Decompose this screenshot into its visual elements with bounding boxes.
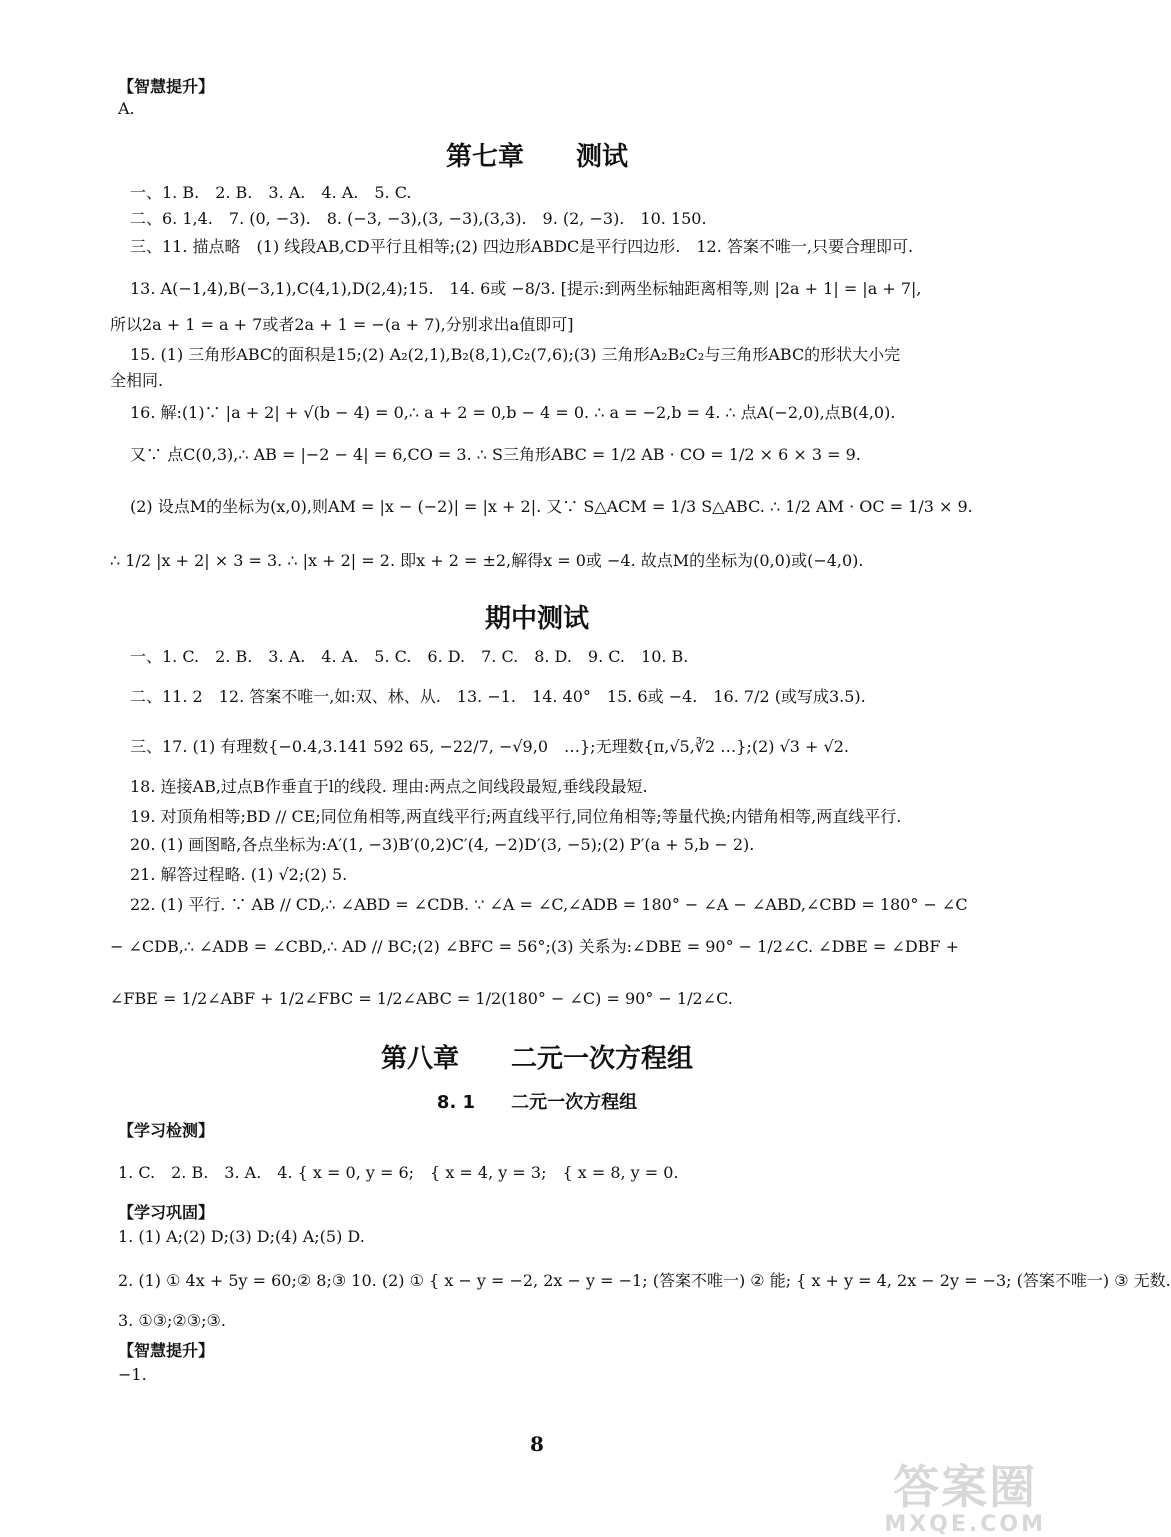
answer-line: 13. A(−1,4),B(−3,1),C(4,1),D(2,4);15. 14. 6或 −8/3. [提示:到两坐标轴距离相等,则 |2a + 1| = |a + 7|, xyxy=(130,279,922,298)
page-number: 8 xyxy=(530,1432,544,1456)
midterm-title: 期中测试 xyxy=(484,604,589,634)
answer-line: 1. (1) A;(2) D;(3) D;(4) A;(5) D. xyxy=(118,1227,365,1246)
answer-line: − ∠CDB,∴ ∠ADB = ∠CBD,∴ AD // BC;(2) ∠BFC = 56°;(3) 关系为:∠DBE = 90° − 1/2∠C. ∠DBE = ∠DBF + xyxy=(110,937,959,956)
answer-line: 一、1. C. 2. B. 3. A. 4. A. 5. C. 6. D. 7. C. 8. D. 9. C. 10. B. xyxy=(130,647,689,666)
answer-line: 全相同. xyxy=(110,371,164,390)
section-tag-wisdom: 【智慧提升】 xyxy=(118,1341,215,1360)
section-8-1-title: 8. 1 二元一次方程组 xyxy=(436,1092,638,1113)
answer-line: 所以2a + 1 = a + 7或者2a + 1 = −(a + 7),分别求出a值即可] xyxy=(110,315,574,334)
answer-line: 又∵ 点C(0,3),∴ AB = |−2 − 4| = 6,CO = 3. ∴ S三角形ABC = 1/2 AB · CO = 1/2 × 6 × 3 = 9. xyxy=(130,445,861,464)
answer-line: 2. (1) ① 4x + 5y = 60;② 8;③ 10. (2) ① { x − y = −2, 2x − y = −1; (答案不唯一) ② 能; { x + y = 4, 2x − 2y = −3; (答案不唯一) ③ 无数. xyxy=(118,1271,1171,1290)
watermark-url: MXQE.COM xyxy=(884,1512,1046,1537)
answer-line: A. xyxy=(118,99,135,118)
answer-line: 二、11. 2 12. 答案不唯一,如:双、林、从. 13. −1. 14. 40° 15. 6或 −4. 16. 7/2 (或写成3.5). xyxy=(130,687,866,706)
answer-line: 二、6. 1,4. 7. (0, −3). 8. (−3, −3),(3, −3),(3,3). 9. (2, −3). 10. 150. xyxy=(130,209,707,228)
section-tag-wisdom: 【智慧提升】 xyxy=(118,77,215,96)
chapter8-title: 第八章 二元一次方程组 xyxy=(380,1044,693,1074)
watermark-logo xyxy=(884,1462,1046,1537)
answer-line: 22. (1) 平行. ∵ AB // CD,∴ ∠ABD = ∠CDB. ∵ ∠A = ∠C,∠ADB = 180° − ∠A − ∠ABD,∠CBD = 180° − ∠C xyxy=(130,895,968,914)
section-tag-check: 【学习检测】 xyxy=(118,1121,215,1140)
answer-line: 21. 解答过程略. (1) √2;(2) 5. xyxy=(130,865,348,884)
answer-line: 3. ①③;②③;③. xyxy=(118,1311,226,1330)
answer-line: 18. 连接AB,过点B作垂直于l的线段. 理由:两点之间线段最短,垂线段最短. xyxy=(130,777,648,796)
answer-line: −1. xyxy=(118,1365,147,1384)
answer-line: 19. 对顶角相等;BD // CE;同位角相等,两直线平行;两直线平行,同位角相等;等量代换;内错角相等,两直线平行. xyxy=(130,807,902,826)
answer-line: 16. 解:(1)∵ |a + 2| + √(b − 4) = 0,∴ a + 2 = 0,b − 4 = 0. ∴ a = −2,b = 4. ∴ 点A(−2,0),点B(4,0). xyxy=(130,403,896,422)
answer-line: 20. (1) 画图略,各点坐标为:A′(1, −3)B′(0,2)C′(4, −2)D′(3, −5);(2) P′(a + 5,b − 2). xyxy=(130,835,755,854)
answer-line: 1. C. 2. B. 3. A. 4. { x = 0, y = 6; { x = 4, y = 3; { x = 8, y = 0. xyxy=(118,1163,679,1182)
answer-line: (2) 设点M的坐标为(x,0),则AM = |x − (−2)| = |x + 2|. 又∵ S△ACM = 1/3 S△ABC. ∴ 1/2 AM · OC = 1/3 × 9. xyxy=(130,497,973,516)
answer-line: 一、1. B. 2. B. 3. A. 4. A. 5. C. xyxy=(130,183,412,202)
watermark-text: 答案圈 xyxy=(893,1460,1038,1514)
chapter7-title: 第七章 测试 xyxy=(445,142,628,172)
answer-line: 三、17. (1) 有理数{−0.4,3.141 592 65, −22/7, −√9,0 …};无理数{π,√5,∛2 …};(2) √3 + √2. xyxy=(130,737,850,756)
answer-line: ∴ 1/2 |x + 2| × 3 = 3. ∴ |x + 2| = 2. 即x + 2 = ±2,解得x = 0或 −4. 故点M的坐标为(0,0)或(−4,0). xyxy=(110,551,864,570)
section-tag-consolidate: 【学习巩固】 xyxy=(118,1203,215,1222)
answer-line: ∠FBE = 1/2∠ABF + 1/2∠FBC = 1/2∠ABC = 1/2(180° − ∠C) = 90° − 1/2∠C. xyxy=(110,989,733,1008)
answer-line: 三、11. 描点略 (1) 线段AB,CD平行且相等;(2) 四边形ABDC是平行四边形. 12. 答案不唯一,只要合理即可. xyxy=(130,237,914,256)
answer-line: 15. (1) 三角形ABC的面积是15;(2) A₂(2,1),B₂(8,1),C₂(7,6);(3) 三角形A₂B₂C₂与三角形ABC的形状大小完 xyxy=(130,345,901,364)
